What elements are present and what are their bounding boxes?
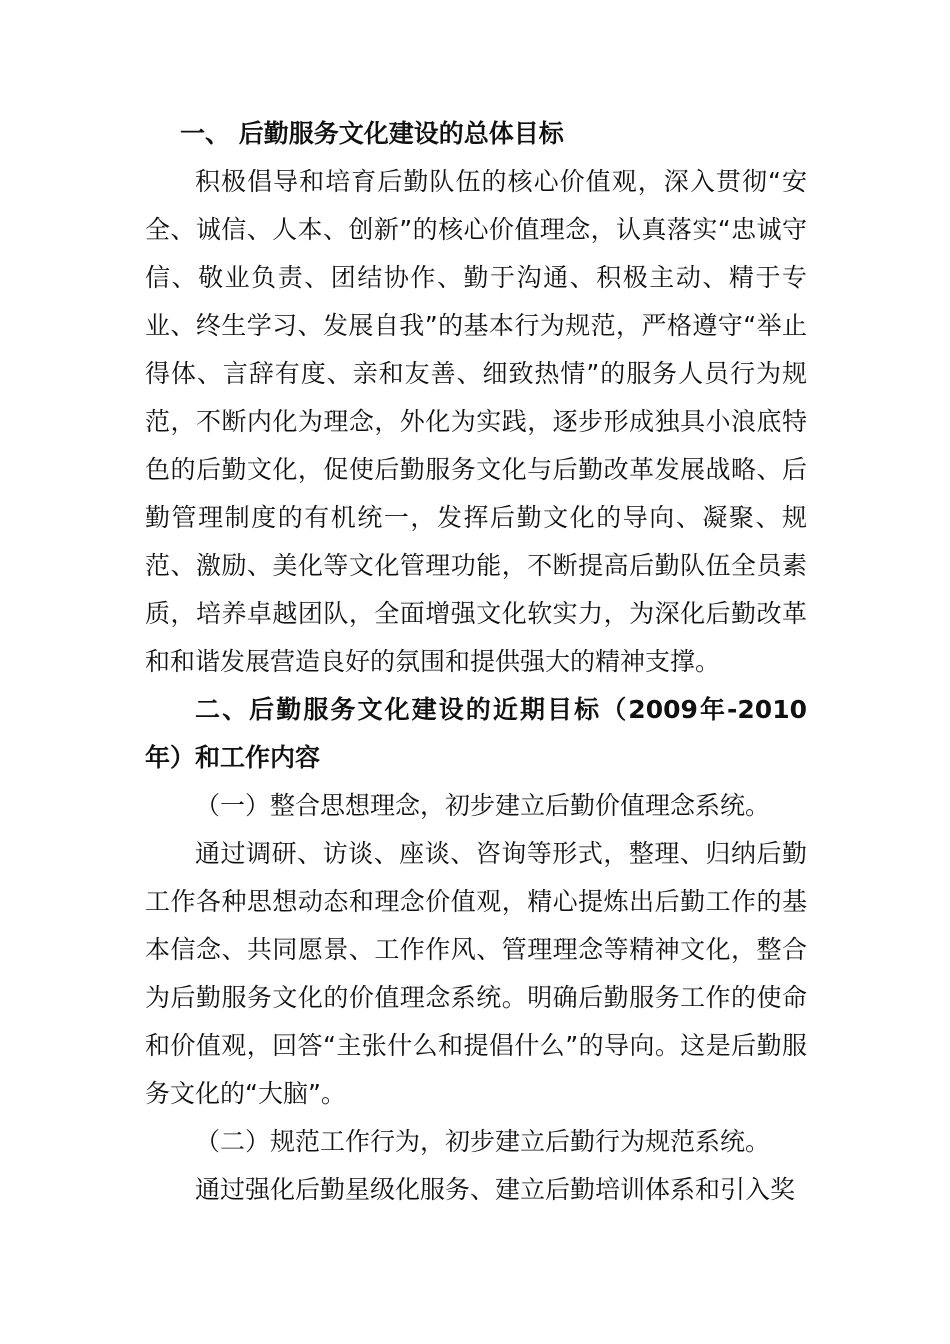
section-heading-2: 二、后勤服务文化建设的近期目标（2009年-2010年）和工作内容 xyxy=(145,695,807,772)
paragraph-behavior-system: 通过强化后勤星级化服务、建立后勤培训体系和引入奖 xyxy=(195,1175,796,1204)
subheading-2: （二）规范工作行为，初步建立后勤行为规范系统。 xyxy=(195,1127,771,1156)
paragraph-value-system: 通过调研、访谈、座谈、咨询等形式，整理、归纳后勤工作各种思想动态和理念价值观，精心提炼出后勤工作的基本信念、共同愿景、工作作风、管理理念等精神文化，整合为后勤服务文化的价值理念系统。明确后勤服务工作的使命和价值观，回答“主张什么和提倡什么”的导向。这是后勤服务文化的“大脑”。 xyxy=(145,839,807,1108)
section-heading-1: 一、 后勤服务文化建设的总体目标 xyxy=(180,119,564,148)
paragraph-overall-goal: 积极倡导和培育后勤队伍的核心价值观，深入贯彻“安全、诚信、人本、创新”的核心价值理念，认真落实“忠诚守信、敬业负责、团结协作、勤于沟通、积极主动、精于专业、终生学习、发展自我”的基本行为规范，严格遵守“举止得体、言辞有度、亲和友善、细致热情”的服务人员行为规范，不断内化为理念，外化为实践，逐步形成独具小浪底特色的后勤文化，促使后勤服务文化与后勤改革发展战略、后勤管理制度的有机统一，发挥后勤文化的导向、凝聚、规范、激励、美化等文化管理功能，不断提高后勤队伍全员素质，培养卓越团队，全面增强文化软实力，为深化后勤改革和和谐发展营造良好的氛围和提供强大的精神支撑。 xyxy=(145,167,807,676)
subheading-1: （一）整合思想理念，初步建立后勤价值理念系统。 xyxy=(195,791,771,820)
document-body xyxy=(145,110,807,1214)
